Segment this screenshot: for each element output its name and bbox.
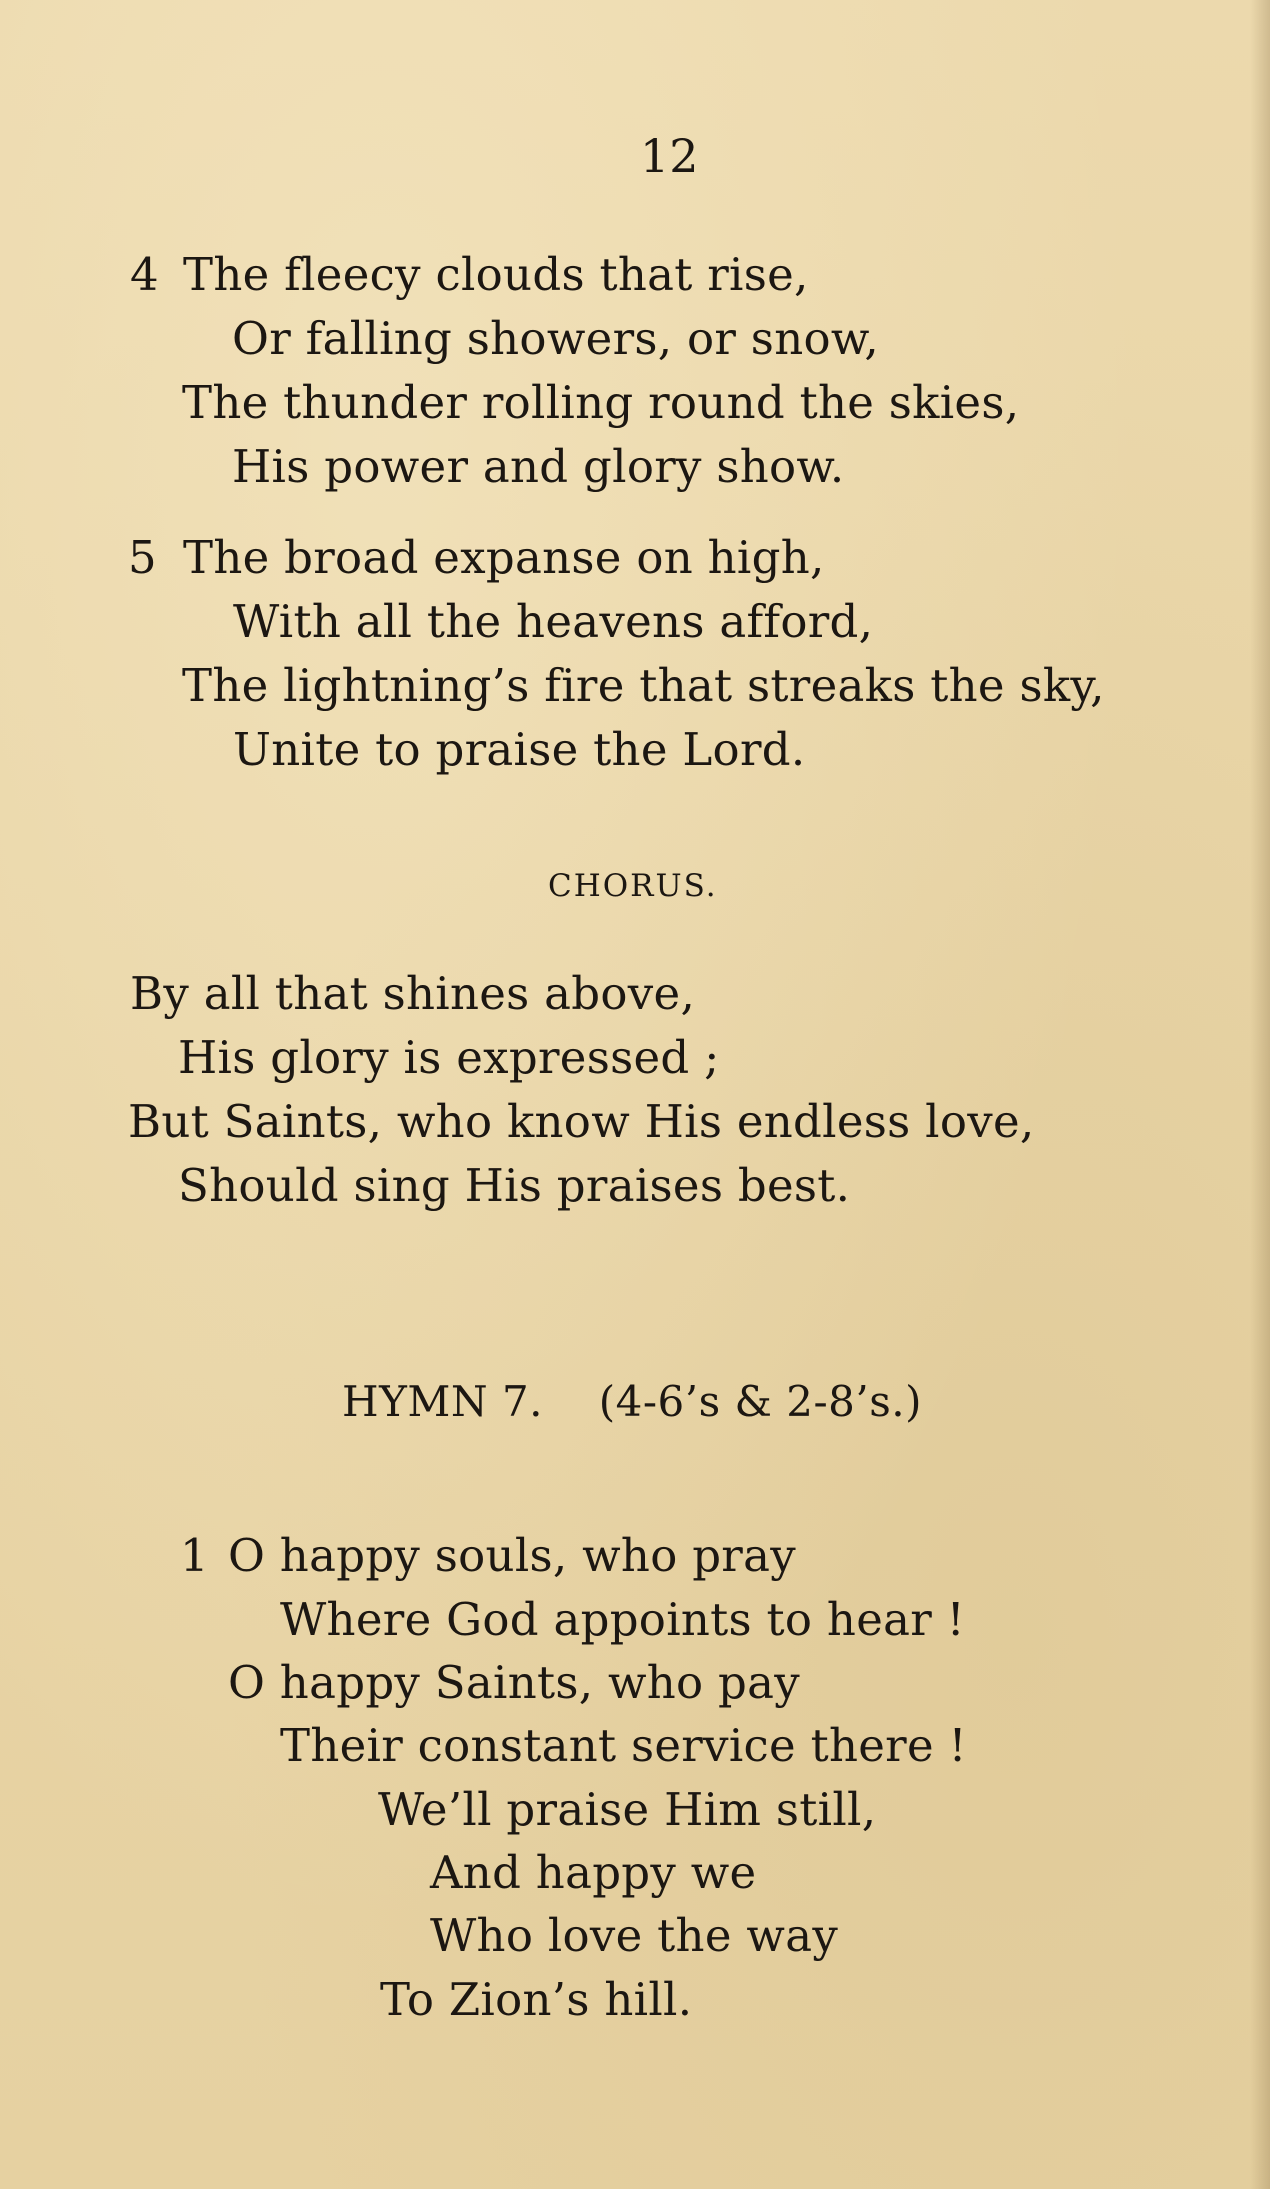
page-number: 12: [640, 129, 699, 183]
verse-line: Unite to praise the Lord.: [233, 723, 806, 776]
chorus-line: By all that shines above,: [130, 967, 696, 1020]
verse-line: We’ll praise Him still,: [378, 1783, 877, 1836]
verse-number: 4: [130, 248, 159, 301]
verse-line: O happy Saints, who pay: [228, 1656, 801, 1709]
verse-line: His power and glory show.: [232, 440, 845, 493]
verse-line: Or falling showers, or snow,: [232, 312, 879, 365]
verse-line: Who love the way: [430, 1909, 839, 1962]
page-edge-shadow: [1250, 0, 1270, 2189]
verse-line: The lightning’s fire that streaks the sky,: [182, 659, 1105, 712]
verse-number: 1: [180, 1529, 209, 1582]
verse-line: O happy souls, who pray: [228, 1529, 796, 1582]
verse-line: And happy we: [430, 1846, 757, 1899]
verse-line: With all the heavens afford,: [233, 595, 874, 648]
verse-line: The thunder rolling round the skies,: [182, 376, 1020, 429]
verse-number: 5: [128, 531, 157, 584]
verse-line: The broad expanse on high,: [183, 531, 825, 584]
verse-line: The fleecy clouds that rise,: [183, 248, 809, 301]
chorus-heading: CHORUS.: [548, 868, 718, 904]
chorus-line: Should sing His praises best.: [178, 1159, 851, 1212]
hymn-heading: [342, 1375, 922, 1429]
verse-line: To Zion’s hill.: [380, 1973, 693, 2026]
chorus-line: But Saints, who know His endless love,: [128, 1095, 1035, 1148]
verse-line: Where God appoints to hear !: [280, 1593, 966, 1646]
hymn-meter: (4-6’s & 2-8’s.): [598, 1377, 923, 1426]
verse-line: Their constant service there !: [280, 1719, 967, 1772]
hymn-title: HYMN 7.: [342, 1377, 544, 1426]
chorus-line: His glory is expressed ;: [178, 1031, 720, 1084]
